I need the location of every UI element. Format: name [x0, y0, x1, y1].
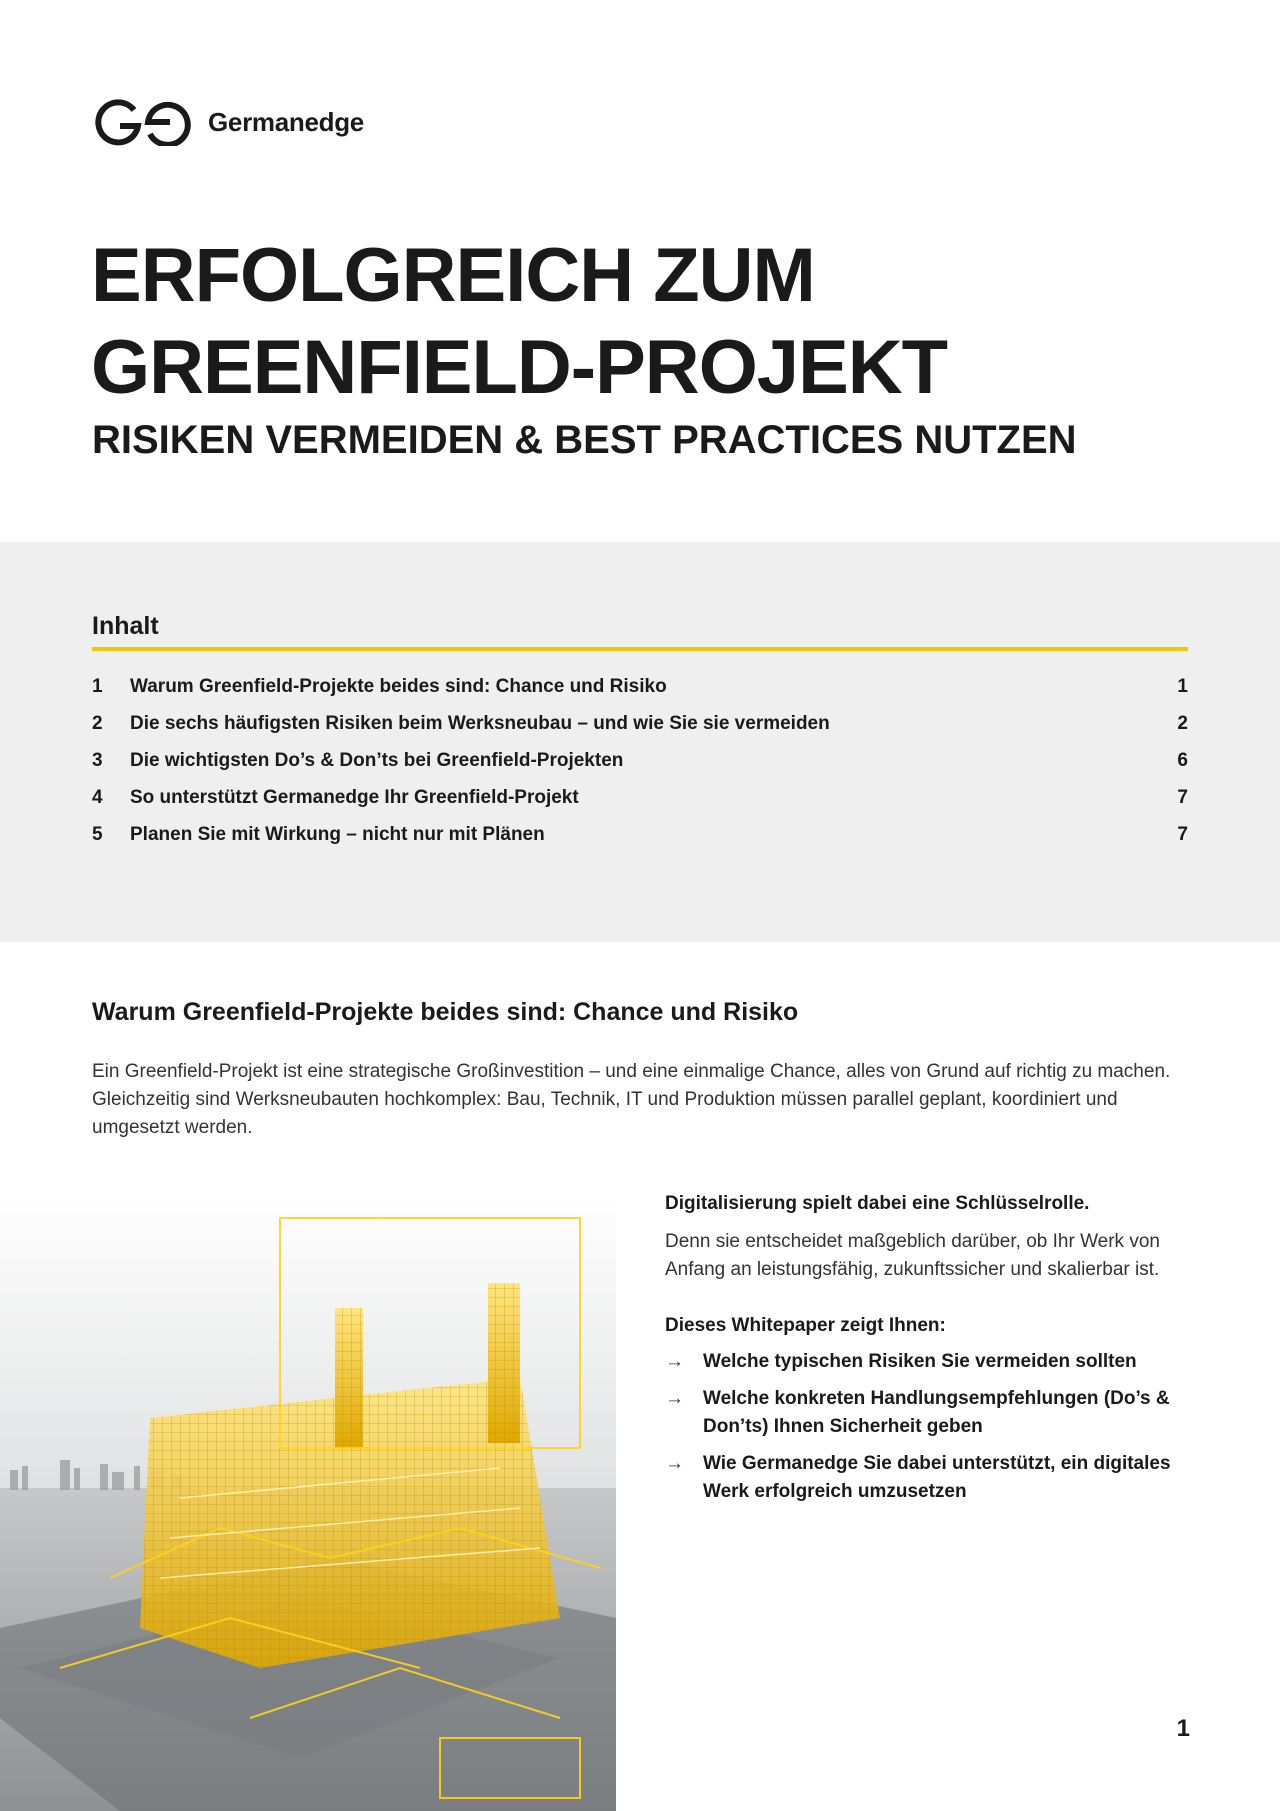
germanedge-logo: [94, 96, 364, 148]
toc-item-label: Planen Sie mit Wirkung – nicht nur mit Plänen: [130, 823, 545, 845]
page-title: ERFOLGREICH ZUM GREENFIELD-PROJEKT: [91, 233, 948, 410]
page-number: 1: [1176, 1715, 1190, 1742]
toc-item-page: 7: [1177, 786, 1188, 808]
toc-item-number: 1: [92, 675, 103, 697]
section-heading: Warum Greenfield-Projekte beides sind: Chance und Risiko: [92, 998, 799, 1026]
toc-item[interactable]: [92, 779, 1188, 816]
lead-text: Denn sie entscheidet maßgeblich darüber, ob Ihr Werk von Anfang an leistungsfähig, zukunftssicher und skalierbar ist.: [665, 1231, 1160, 1280]
list-item-text: Welche typischen Risiken Sie vermeiden sollten: [703, 1351, 1137, 1372]
arrow-right-icon: →: [665, 1388, 684, 1409]
toc-item[interactable]: [92, 816, 1188, 853]
toc-item[interactable]: [92, 705, 1188, 742]
arrow-right-icon: →: [665, 1453, 684, 1474]
toc-heading: Inhalt: [92, 612, 159, 640]
toc-item-number: 5: [92, 823, 103, 845]
benefits-list: [665, 1348, 1190, 1506]
toc-item-number: 3: [92, 749, 103, 771]
key-points-column: [665, 1190, 1190, 1515]
factory-digital-twin-image: [0, 1198, 616, 1811]
table-of-contents: [0, 542, 1280, 942]
toc-item-page: 6: [1177, 749, 1188, 771]
germanedge-logo-mark: [94, 98, 192, 146]
list-item-text: Welche konkreten Handlungsempfehlungen (Do’s & Don’ts) Ihnen Sicherheit geben: [703, 1388, 1170, 1437]
logo-wordmark: Germanedge: [208, 106, 364, 137]
toc-item-number: 2: [92, 712, 103, 734]
toc-item-label: So unterstützt Germanedge Ihr Greenfield-Projekt: [130, 786, 579, 808]
list-item-text: Wie Germanedge Sie dabei unterstützt, ein digitales Werk erfolgreich umzusetzen: [703, 1453, 1171, 1502]
intro-paragraph: Ein Greenfield-Projekt ist eine strategische Großinvestition – und eine einmalige Chance, alles von Grund auf richtig zu machen. Gleichzeitig sind Werksneubauten hochkomplex: Bau, Technik, IT und Produktion müssen parallel geplant, koordiniert und umgesetzt werden.: [92, 1061, 1171, 1138]
page-subtitle: RISIKEN VERMEIDEN & BEST PRACTICES NUTZEN: [92, 418, 1077, 462]
toc-item-page: 1: [1177, 675, 1188, 697]
list-item: [665, 1385, 1190, 1441]
list-heading: Dieses Whitepaper zeigt Ihnen:: [665, 1315, 946, 1336]
toc-list: [92, 668, 1188, 853]
list-item: [665, 1348, 1190, 1376]
toc-item-label: Die wichtigsten Do’s & Don’ts bei Greenfield-Projekten: [130, 749, 624, 771]
factory-illustration: [0, 1198, 616, 1811]
toc-item[interactable]: [92, 742, 1188, 779]
toc-divider: [92, 647, 1188, 651]
toc-item-number: 4: [92, 786, 103, 808]
arrow-right-icon: →: [665, 1351, 684, 1372]
toc-item-label: Warum Greenfield-Projekte beides sind: Chance und Risiko: [130, 675, 667, 697]
toc-item-page: 7: [1177, 823, 1188, 845]
toc-item-page: 2: [1177, 712, 1188, 734]
list-item: [665, 1450, 1190, 1506]
toc-item[interactable]: [92, 668, 1188, 705]
lead-heading: Digitalisierung spielt dabei eine Schlüsselrolle.: [665, 1193, 1090, 1214]
toc-item-label: Die sechs häufigsten Risiken beim Werksneubau – und wie Sie sie vermeiden: [130, 712, 830, 734]
